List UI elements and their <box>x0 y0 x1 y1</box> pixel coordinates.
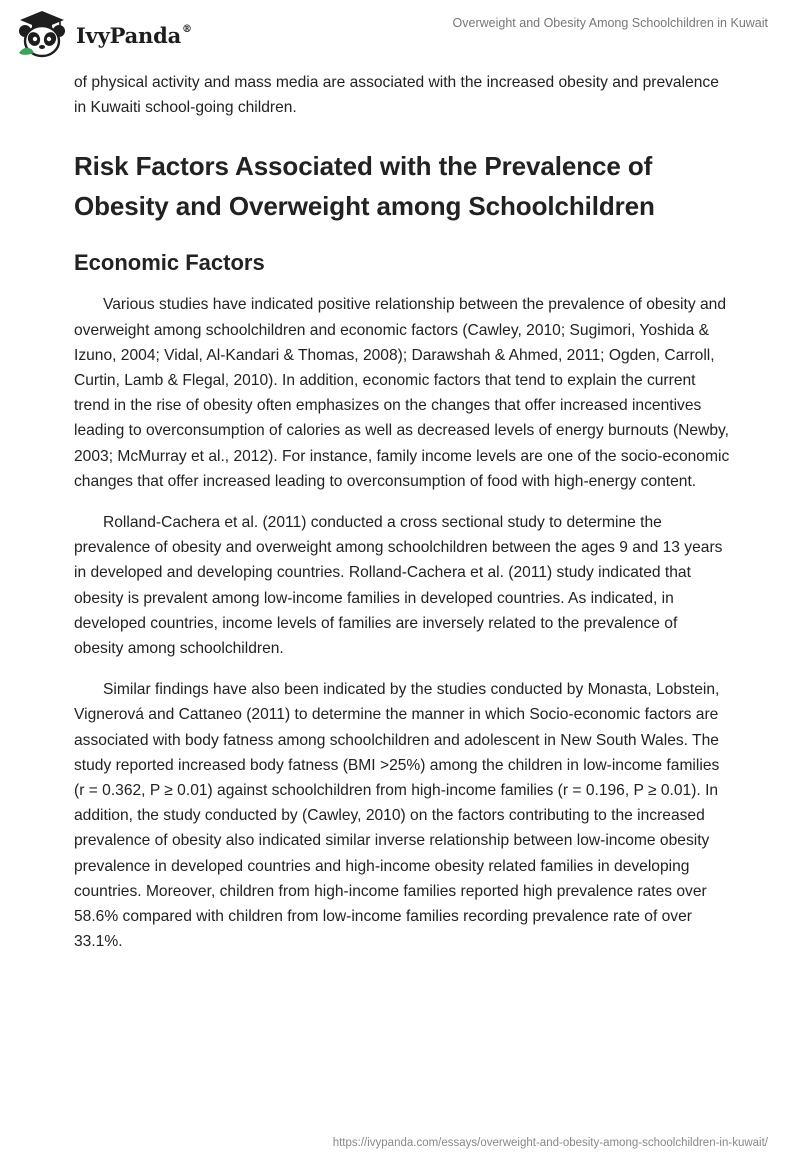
essay-content <box>74 70 730 954</box>
subsection-heading: Economic Factors <box>74 250 265 276</box>
ivypanda-logo[interactable] <box>14 9 192 59</box>
source-url[interactable]: https://ivypanda.com/essays/overweight-and-obesity-among-schoolchildren-in-kuwait/ <box>332 1137 768 1149</box>
panda-graduation-cap-icon <box>14 9 70 59</box>
logo-wordmark: IvyPanda® <box>76 22 192 48</box>
document-title: Overweight and Obesity Among Schoolchildren in Kuwait <box>452 16 768 30</box>
section-heading: Risk Factors Associated with the Prevalence of Obesity and Overweight among Schoolchildren <box>74 151 655 222</box>
body-paragraph-2: Rolland-Cachera et al. (2011) conducted a cross sectional study to determine the prevalence of obesity and overweight among schoolchildren between the ages 9 and 13 years in developed and developing countries. Rolland-Cachera et al. (2011) study indicated that obesity is prevalent among low-income families in developed countries. As indicated, in developed countries, income levels of families are inversely related to the prevalence of obesity among schoolchildren. <box>74 514 723 658</box>
body-paragraph-3: Similar findings have also been indicated by the studies conducted by Monasta, Lobstein, Vignerová and Cattaneo (2011) to determine the manner in which Socio-economic factors are associated with body fatness among schoolchildren and adolescent in New South Wales. The study reported increased body fatness (BMI >25%) among the children in low-income families (r = 0.362, P ≥ 0.01) against schoolchildren from high-income families (r = 0.196, P ≥ 0.01). In addition, the study conducted by (Cawley, 2010) on the factors contributing to the increased prevalence of obesity also indicated similar inverse relationship between low-income obesity prevalence in developed countries and high-income obesity related families in developing countries. Moreover, children from high-income families reported high prevalence rates over 58.6% compared with children from low-income families recording prevalence rate of over 33.1%. <box>74 681 720 951</box>
page-header <box>0 0 800 64</box>
intro-paragraph-tail: of physical activity and mass media are associated with the increased obesity and prevalence in Kuwaiti school-going children. <box>74 74 719 117</box>
body-paragraph-1: Various studies have indicated positive relationship between the prevalence of obesity and overweight among schoolchildren and economic factors (Cawley, 2010; Sugimori, Yoshida & Izuno, 2004; Vidal, Al-Kandari & Thomas, 2008); Darawshah & Ahmed, 2011; Ogden, Carroll, Curtin, Lamb & Flegal, 2010). In addition, economic factors that tend to explain the current trend in the rise of obesity often emphasizes on the changes that offer increased incentives leading to overconsumption of calories as well as decreased levels of energy burnouts (Newby, 2003; McMurray et al., 2012). For instance, family income levels are one of the socio-economic changes that offer increased leading to overconsumption of food with high-energy content. <box>74 296 730 490</box>
